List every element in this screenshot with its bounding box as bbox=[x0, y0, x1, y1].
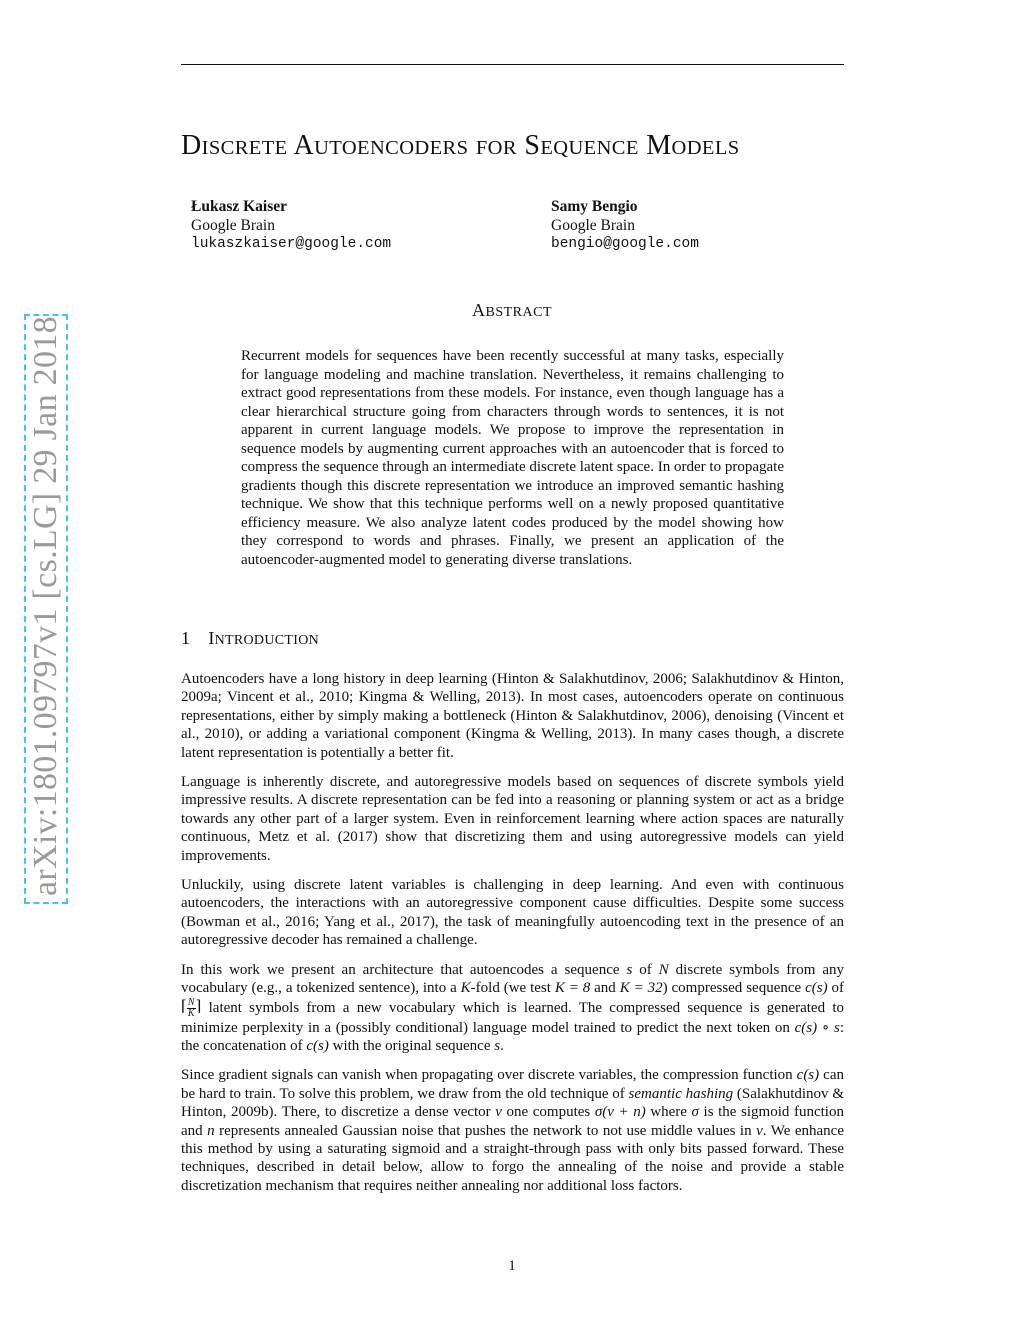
author-affiliation: Google Brain bbox=[551, 217, 635, 234]
math-inline: K = 8 bbox=[554, 980, 591, 997]
math-inline: s bbox=[626, 961, 633, 978]
paper-title: DISCRETE AUTOENCODERS FOR SEQUENCE MODELS bbox=[181, 130, 740, 161]
math-inline: s bbox=[494, 1037, 501, 1054]
math-inline: σ bbox=[691, 1104, 699, 1121]
abstract-text: Recurrent models for sequences have been recently successful at many tasks, especially for language modeling and machine translation. Nevertheless, it remains challenging to extract good representations from these models. For instance, even though language has a clear hierarchical structure going from characters through words to sentences, it is not apparent in current language models. We propose to improve the representation in sequence models by augmenting current approaches with an autoencoder that is forced to compress the sequence through an intermediate discrete latent space. In order to propagate gradients though this discrete representation we introduce an improved semantic hashing technique. We show that this technique performs well on a newly proposed quantitative efficiency measure. We also analyze latent codes produced by the model showing how they correspond to words and phrases. Finally, we present an application of the autoencoder-augmented model to generating diverse translations. bbox=[241, 348, 784, 568]
author-block bbox=[551, 197, 699, 254]
math-inline: K bbox=[460, 980, 471, 997]
math-inline: v bbox=[756, 1122, 763, 1139]
author-block bbox=[191, 197, 391, 254]
author-email: bengio@google.com bbox=[551, 236, 699, 252]
paragraph-4: In this work we present an architecture that autoencodes a sequence s of N discrete symbols from any vocabulary (e.g., a tokenized sentence), into a K-fold (we test K = 8 and K = 32) compressed sequence c(s) of ⌈ $\frac{N}{K}$ ⌉ latent symbols from a new vocabulary which is learned. The compressed sequence is generated to minimize perplexity in a (possibly conditional) language model trained to predict the next token on c(s) ∘ s: the concatenation of c(s) with the original sequence s. bbox=[181, 961, 845, 1054]
math-inline: c(s) bbox=[306, 1037, 329, 1054]
introduction-body bbox=[181, 670, 844, 1206]
paragraph-5: Since gradient signals can vanish when propagating over discrete variables, the compression function c(s) can be hard to train. To solve this problem, we draw from the old technique of semantic hashing (Salakhutdinov & Hinton, 2009b). There, to discretize a dense vector v one computes σ(v + n) where σ is the sigmoid function and n represents annealed Gaussian noise that pushes the network to not use middle values in v. We enhance this method by using a saturating sigmoid and a straight-through pass with only bits passed forward. These techniques, described in detail below, allow to forgo the annealing of the noise and provide a stable discretization mechanism that requires neither annealing nor additional loss factors. bbox=[181, 1067, 844, 1194]
math-inline: N bbox=[658, 961, 669, 978]
emphasis-term: semantic hashing bbox=[628, 1085, 734, 1102]
paragraph-2: Language is inherently discrete, and autoregressive models based on sequences of discrete symbols yield impressive results. A discrete representation can be fed into a reasoning or planning system or act as a bridge towards any other part of a larger system. Even in reinforcement learning where action spaces are naturally continuous, Metz et al. (2017) show that discretizing them and using autoregressive models can yield improvements. bbox=[181, 774, 844, 864]
author-affiliation: Google Brain bbox=[191, 217, 275, 234]
page-number: 1 bbox=[508, 1258, 516, 1274]
author-email: lukaszkaiser@google.com bbox=[191, 236, 392, 252]
math-inline: c(s) bbox=[805, 980, 828, 997]
math-inline: v bbox=[495, 1104, 502, 1121]
section-number: 1 bbox=[181, 628, 191, 648]
math-inline: n bbox=[207, 1122, 215, 1139]
top-rule bbox=[181, 64, 844, 65]
author-name: Samy Bengio bbox=[551, 198, 638, 215]
paragraph-3: Unluckily, using discrete latent variables is challenging in deep learning. And even with continuous autoencoders, the interactions with an autoregressive component cause difficulties. Despite some success (Bowman et al., 2016; Yang et al., 2017), the task of meaningfully autoencoding text in the presence of an autoregressive decoder has remained a challenge. bbox=[181, 877, 844, 949]
paragraph-1: Autoencoders have a long history in deep learning (Hinton & Salakhutdinov, 2006; Salakhutdinov & Hinton, 2009a; Vincent et al., 2010; Kingma & Welling, 2013). In most cases, autoencoders operate on continuous representations, either by simply making a bottleneck (Hinton & Salakhutdinov, 2006), denoising (Vincent et al., 2010), or adding a variational component (Kingma & Welling, 2013). In many cases though, a discrete latent representation is potentially a better fit. bbox=[181, 671, 844, 761]
math-inline: c(s) bbox=[796, 1067, 820, 1084]
author-name: Łukasz Kaiser bbox=[191, 198, 288, 215]
math-inline: σ(v + n) bbox=[594, 1104, 646, 1121]
math-inline: c(s) ∘ s bbox=[794, 1019, 840, 1036]
section-heading-introduction: 1 INTRODUCTION bbox=[181, 628, 320, 648]
ceiling-fraction: ⌈ $\frac{N}{K}$ ⌉ bbox=[181, 996, 202, 1019]
arxiv-identifier-stamp: arXiv:1801.09797v1 [cs.LG] 29 Jan 2018 bbox=[24, 314, 68, 904]
abstract-heading: ABSTRACT bbox=[471, 300, 552, 320]
math-inline: K = 32 bbox=[619, 980, 663, 997]
